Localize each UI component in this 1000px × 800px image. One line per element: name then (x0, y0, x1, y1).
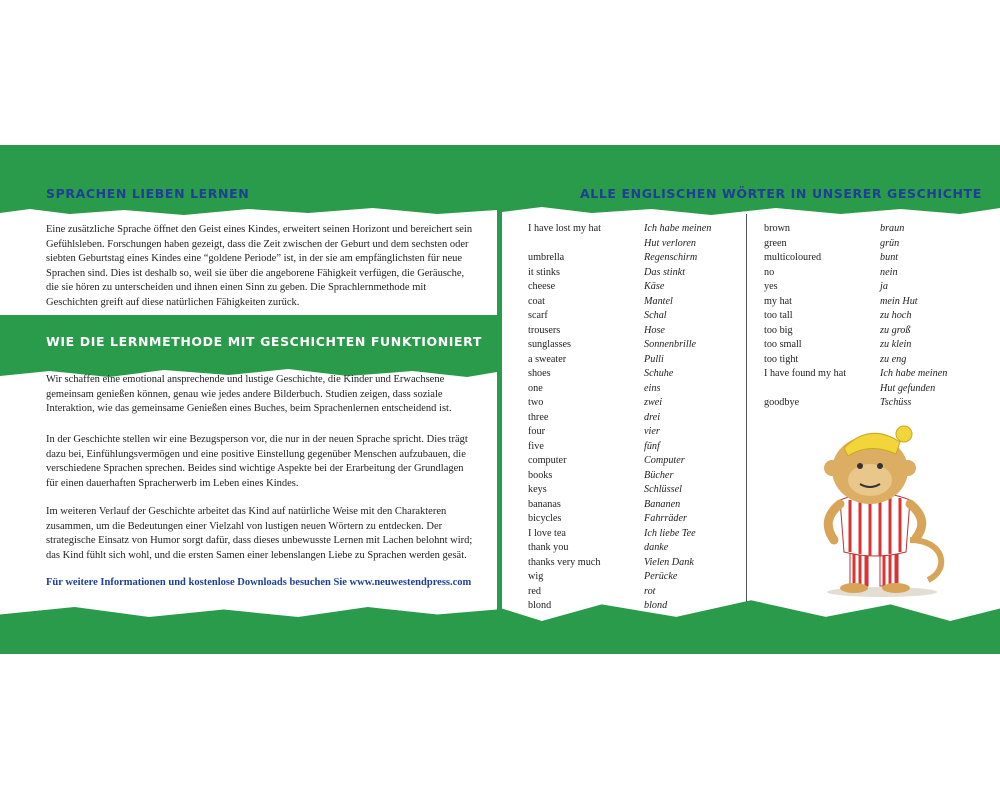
vocab-row (528, 541, 711, 556)
german-word: Hose (644, 324, 665, 336)
english-word: no (764, 266, 775, 278)
german-word: nein (880, 266, 898, 278)
vocab-row (764, 251, 947, 266)
english-word: shoes (528, 368, 551, 379)
vocab-row (528, 527, 711, 542)
german-word: Schuhe (644, 368, 674, 379)
english-word: computer (528, 455, 567, 466)
vocab-row (528, 556, 711, 571)
german-word: grün (880, 237, 900, 249)
vocab-row (528, 599, 711, 614)
english-word: goodbye (764, 397, 800, 408)
german-word: danke (644, 542, 669, 553)
german-word: zu eng (880, 353, 907, 365)
english-word: a sweater (528, 353, 567, 365)
german-word: zu groß (880, 324, 911, 336)
english-word: bicycles (528, 513, 562, 524)
english-word: too small (764, 339, 802, 350)
german-word: Fahrräder (644, 513, 688, 524)
vocab-column-1 (528, 222, 711, 614)
german-word: zwei (644, 397, 663, 408)
german-word: Bücher (644, 469, 674, 481)
vocab-row (528, 309, 711, 324)
vocab-row (764, 338, 947, 353)
english-word: I have found my hat (764, 368, 847, 379)
heading-word-list: ALLE ENGLISCHEN WÖRTER IN UNSERER GESCHICHTE (580, 186, 982, 201)
german-word: Käse (644, 281, 665, 292)
german-word: zu klein (880, 339, 912, 350)
english-word: too tall (764, 310, 793, 321)
german-word: Schlüssel (644, 484, 682, 495)
english-word: trousers (528, 324, 561, 336)
english-word: I have lost my hat (528, 223, 601, 234)
method-paragraph-2: In der Geschichte stellen wir eine Bezugsperson vor, die nur in der neuen Sprache spricht. Dies trägt dazu bei, Einfühlungsvermögen und eine positive Einstellung gegenüber Menschen aufzubauen, die verschiedene Sprachen sprechen. Beides sind wichtige Aspekte bei der Erarbeitung der Grundlagen für einen dauerhaften Spracherwerb im Leben eines Kindes. (46, 434, 468, 489)
english-word: it stinks (528, 266, 560, 278)
vocab-row (528, 483, 711, 498)
english-word: blond (528, 600, 552, 611)
vocab-row (528, 396, 711, 411)
english-word: my hat (764, 295, 793, 307)
vocab-row (764, 295, 947, 310)
vocab-row (764, 237, 947, 252)
german-word: Ich liebe Tee (644, 527, 696, 539)
german-word: Bananen (644, 498, 681, 510)
vocab-row (528, 280, 711, 295)
german-word: Ich habe meinen (880, 368, 948, 379)
vocab-row (764, 396, 947, 411)
vocab-row (528, 338, 711, 353)
german-word: Vielen Dank (644, 556, 694, 568)
vocab-row (764, 222, 947, 237)
german-word: Schal (644, 310, 667, 321)
english-word: books (528, 469, 553, 481)
german-word: Ich habe meinen (644, 223, 712, 234)
english-word: five (528, 440, 544, 452)
german-word: vier (644, 426, 660, 437)
vocab-row (528, 382, 711, 397)
monkey-character-icon (810, 420, 960, 600)
vocab-row (528, 498, 711, 513)
german-word: Tschüss (880, 397, 912, 408)
vocab-row (528, 440, 711, 455)
german-word: blond (644, 600, 668, 611)
german-word: braun (880, 223, 905, 234)
german-word: fünf (644, 440, 660, 452)
vocab-row (528, 324, 711, 339)
method-paragraph-3: Im weiteren Verlauf der Geschichte arbeitet das Kind auf natürliche Weise mit den Charakteren zusammen, um die Bedeutungen einer Vielzahl von lustigen neuen Wörtern zu entdecken. Der strategische Einsatz von Humor sorgt dafür, dass dieses unbewusste Lernen mit Lachen belohnt wird; das Kind fühlt sich wohl, und die ersten Samen einer lebenslangen Liebe zu Sprachen werden gesät. (46, 506, 473, 561)
english-word: scarf (528, 310, 548, 321)
german-word: Das stinkt (644, 266, 686, 278)
heading-language-love: SPRACHEN LIEBEN LERNEN (46, 186, 250, 201)
vocab-row (764, 309, 947, 324)
english-word: I love tea (528, 527, 566, 539)
english-word: brown (764, 223, 791, 234)
german-word: Hut gefunden (880, 382, 936, 394)
german-word: ja (880, 281, 888, 292)
vocab-row (528, 266, 711, 281)
english-word: three (528, 411, 549, 423)
english-word: cheese (528, 281, 556, 292)
vocab-row (764, 367, 947, 382)
english-word: four (528, 426, 545, 437)
vocab-row (764, 324, 947, 339)
english-word: umbrella (528, 252, 565, 263)
vocab-row (528, 454, 711, 469)
english-word: keys (528, 484, 547, 495)
english-word (764, 382, 880, 397)
english-word: sunglasses (528, 339, 572, 350)
english-word: wig (528, 571, 544, 582)
vocab-row (528, 353, 711, 368)
method-paragraph-1: Wir schaffen eine emotional ansprechende und lustige Geschichte, die Kinder und Erwachsene gemeinsam genießen können, genau wie jedes andere Bilderbuch. Studien zeigen, dass soziale Interaktion, wie das gemeinsame Genießen eines Buches, beim Sprachenlernen entscheidend ist. (46, 374, 452, 415)
german-word: Sonnenbrille (644, 339, 697, 350)
intro-paragraph: Eine zusätzliche Sprache öffnet den Geist eines Kindes, erweitert seinen Horizont und bereichert sein Gefühlsleben. Forschungen haben gezeigt, dass die Zeit zwischen der Geburt und dem sechsten oder siebten Geburtstag eines Kindes eine “goldene Periode” ist, in der sie am empfänglichsten für neue Sprachen sind. Dies ist deshalb so, weil sie über die angeborene Fähigkeit verfügen, die Geräusche, die sie hören zu unterscheiden und ihnen einen Sinn zu geben. Die Sprachlernmethode mit Geschichten greift auf diese natürlichen Fähigkeiten zurück. (46, 224, 473, 308)
german-word: mein Hut (880, 295, 918, 307)
vocab-row (528, 251, 711, 266)
german-word: bunt (880, 252, 899, 263)
vocab-row (764, 382, 947, 397)
english-word: thank you (528, 542, 569, 553)
vocab-row (528, 425, 711, 440)
vocab-row (528, 295, 711, 310)
english-word: coat (528, 295, 545, 307)
english-word: two (528, 397, 544, 408)
english-word: yes (764, 281, 778, 292)
german-word: drei (644, 411, 661, 423)
german-word: Regenschirm (644, 252, 698, 263)
german-word: Mantel (644, 295, 673, 307)
vocab-row (528, 367, 711, 382)
german-word: rot (644, 585, 656, 597)
vocab-row (764, 280, 947, 295)
heading-method: WIE DIE LERNMETHODE MIT GESCHICHTEN FUNKTIONIERT (46, 334, 482, 349)
vocab-row (528, 237, 711, 252)
vocab-row (528, 585, 711, 600)
vocab-row (528, 512, 711, 527)
vocab-row (528, 469, 711, 484)
german-word: Perücke (644, 571, 678, 582)
vocab-row (528, 222, 711, 237)
vocab-column-2 (764, 222, 947, 411)
vocab-row (764, 266, 947, 281)
english-word: too tight (764, 353, 799, 365)
german-word: eins (644, 382, 661, 394)
english-word: thanks very much (528, 556, 601, 568)
english-word (528, 237, 644, 252)
english-word: bananas (528, 498, 561, 510)
english-word: red (528, 585, 542, 597)
column-divider (746, 214, 747, 602)
german-word: zu hoch (880, 310, 912, 321)
english-word: green (764, 237, 787, 249)
german-word: Pulli (644, 353, 664, 365)
english-word: one (528, 382, 543, 394)
vocab-row (528, 411, 711, 426)
vocab-row (528, 570, 711, 585)
german-word: Computer (644, 455, 685, 466)
german-word: Hut verloren (644, 237, 696, 249)
english-word: too big (764, 324, 793, 336)
vocab-row (764, 353, 947, 368)
english-word: multicoloured (764, 252, 822, 263)
website-link[interactable]: Für weitere Informationen und kostenlose Downloads besuchen Sie www.neuwestendpress.com (46, 577, 472, 588)
